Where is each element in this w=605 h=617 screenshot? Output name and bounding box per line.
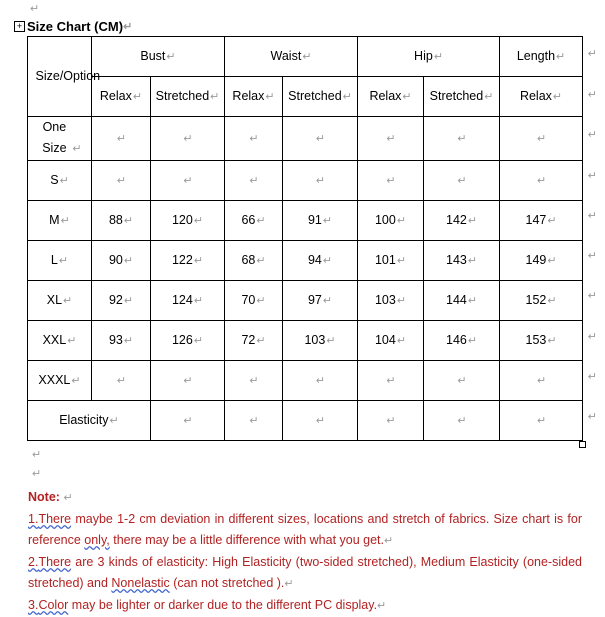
value-cell: 144↵: [424, 281, 500, 321]
value-cell: ↵: [500, 117, 583, 161]
size-cell: L↵: [28, 241, 92, 281]
length-header: Length↵: [500, 37, 583, 77]
note-item-1: 1.There maybe 1-2 cm deviation in different sizes, locations and stretch of fabrics. Size chart is for reference only, there may be a little difference with what you get.↵: [28, 512, 582, 547]
size-row: [28, 201, 583, 241]
elasticity-cell: ↵: [500, 401, 583, 441]
elasticity-cell: ↵: [151, 401, 225, 441]
elasticity-cell: ↵: [225, 401, 283, 441]
value-cell: 88↵: [92, 201, 151, 241]
hip-header: Hip↵: [358, 37, 500, 77]
value-cell: 142↵: [424, 201, 500, 241]
elasticity-row: [28, 401, 583, 441]
value-cell: ↵: [283, 361, 358, 401]
table-resize-handle[interactable]: [579, 441, 586, 448]
row-end-mark: ↵: [587, 371, 597, 383]
chart-title-row: [14, 19, 132, 34]
value-cell: ↵: [283, 117, 358, 161]
subheader-cell: Relax↵: [358, 77, 424, 117]
note-title: Note:: [28, 490, 60, 504]
value-cell: 93↵: [92, 321, 151, 361]
row-end-mark: ↵: [587, 411, 597, 423]
table-move-handle-icon[interactable]: +: [14, 21, 25, 32]
value-cell: ↵: [151, 361, 225, 401]
size-row: [28, 117, 583, 161]
size-chart-table: [27, 36, 583, 441]
paragraph-mark: ↵: [30, 3, 40, 15]
size-cell: XXXL↵: [28, 361, 92, 401]
value-cell: 103↵: [358, 281, 424, 321]
subheader-cell: Stretched↵: [151, 77, 225, 117]
value-cell: ↵: [424, 361, 500, 401]
size-row: [28, 321, 583, 361]
row-end-mark: ↵: [587, 48, 597, 60]
elasticity-cell: ↵: [283, 401, 358, 441]
header-row-1: [28, 37, 583, 77]
value-cell: ↵: [283, 161, 358, 201]
value-cell: ↵: [92, 361, 151, 401]
value-cell: ↵: [225, 117, 283, 161]
value-cell: 149↵: [500, 241, 583, 281]
bust-header: Bust↵: [92, 37, 225, 77]
value-cell: 120↵: [151, 201, 225, 241]
value-cell: 97↵: [283, 281, 358, 321]
value-cell: 122↵: [151, 241, 225, 281]
value-cell: ↵: [225, 161, 283, 201]
value-cell: ↵: [225, 361, 283, 401]
value-cell: ↵: [358, 117, 424, 161]
value-cell: 91↵: [283, 201, 358, 241]
subheader-cell: Stretched↵: [283, 77, 358, 117]
row-end-mark: ↵: [587, 210, 597, 222]
paragraph-mark: ↵: [32, 468, 42, 480]
size-cell: M↵: [28, 201, 92, 241]
row-end-mark: ↵: [587, 129, 597, 141]
size-row: [28, 241, 583, 281]
note-title-line: Note: ↵: [28, 490, 73, 504]
value-cell: 103↵: [283, 321, 358, 361]
size-cell: S↵: [28, 161, 92, 201]
value-cell: 72↵: [225, 321, 283, 361]
value-cell: 92↵: [92, 281, 151, 321]
size-cell: XL↵: [28, 281, 92, 321]
value-cell: ↵: [358, 361, 424, 401]
value-cell: ↵: [151, 117, 225, 161]
value-cell: ↵: [500, 161, 583, 201]
subheader-cell: Relax↵: [500, 77, 583, 117]
value-cell: 101↵: [358, 241, 424, 281]
waist-header: Waist↵: [225, 37, 358, 77]
value-cell: ↵: [424, 117, 500, 161]
size-option-header: Size/Option: [28, 37, 92, 117]
paragraph-mark: ↵: [32, 449, 42, 461]
elasticity-cell: ↵: [424, 401, 500, 441]
value-cell: ↵: [92, 161, 151, 201]
value-cell: 124↵: [151, 281, 225, 321]
value-cell: 143↵: [424, 241, 500, 281]
value-cell: ↵: [92, 117, 151, 161]
value-cell: ↵: [151, 161, 225, 201]
subheader-cell: Relax↵: [92, 77, 151, 117]
row-end-mark: ↵: [587, 250, 597, 262]
value-cell: 68↵: [225, 241, 283, 281]
value-cell: 90↵: [92, 241, 151, 281]
size-row: [28, 161, 583, 201]
size-row: [28, 361, 583, 401]
value-cell: ↵: [424, 161, 500, 201]
note-item-2: 2.There are 3 kinds of elasticity: High Elasticity (two-sided stretched), Medium Elasticity (one-sided stretched) and Nonelastic (can not stretched ).↵: [28, 555, 582, 590]
note-section: [28, 487, 582, 617]
header-row-2: [28, 77, 583, 117]
paragraph-mark: ↵: [123, 21, 133, 33]
size-cell: XXL↵: [28, 321, 92, 361]
row-end-mark: ↵: [587, 170, 597, 182]
value-cell: 94↵: [283, 241, 358, 281]
elasticity-label: Elasticity↵: [28, 401, 151, 441]
value-cell: 126↵: [151, 321, 225, 361]
value-cell: 66↵: [225, 201, 283, 241]
value-cell: 104↵: [358, 321, 424, 361]
value-cell: ↵: [358, 161, 424, 201]
note-item-3: 3.Color may be lighter or darker due to the different PC display.↵: [28, 598, 387, 612]
elasticity-cell: ↵: [358, 401, 424, 441]
value-cell: 70↵: [225, 281, 283, 321]
subheader-cell: Relax↵: [225, 77, 283, 117]
row-end-mark: ↵: [587, 331, 597, 343]
row-end-mark: ↵: [587, 89, 597, 101]
subheader-cell: Stretched↵: [424, 77, 500, 117]
value-cell: 152↵: [500, 281, 583, 321]
value-cell: 153↵: [500, 321, 583, 361]
row-end-mark: ↵: [587, 290, 597, 302]
value-cell: 147↵: [500, 201, 583, 241]
value-cell: 100↵: [358, 201, 424, 241]
size-cell: One Size ↵: [28, 117, 92, 161]
value-cell: ↵: [500, 361, 583, 401]
size-row: [28, 281, 583, 321]
value-cell: 146↵: [424, 321, 500, 361]
chart-title: Size Chart (CM): [27, 19, 124, 34]
